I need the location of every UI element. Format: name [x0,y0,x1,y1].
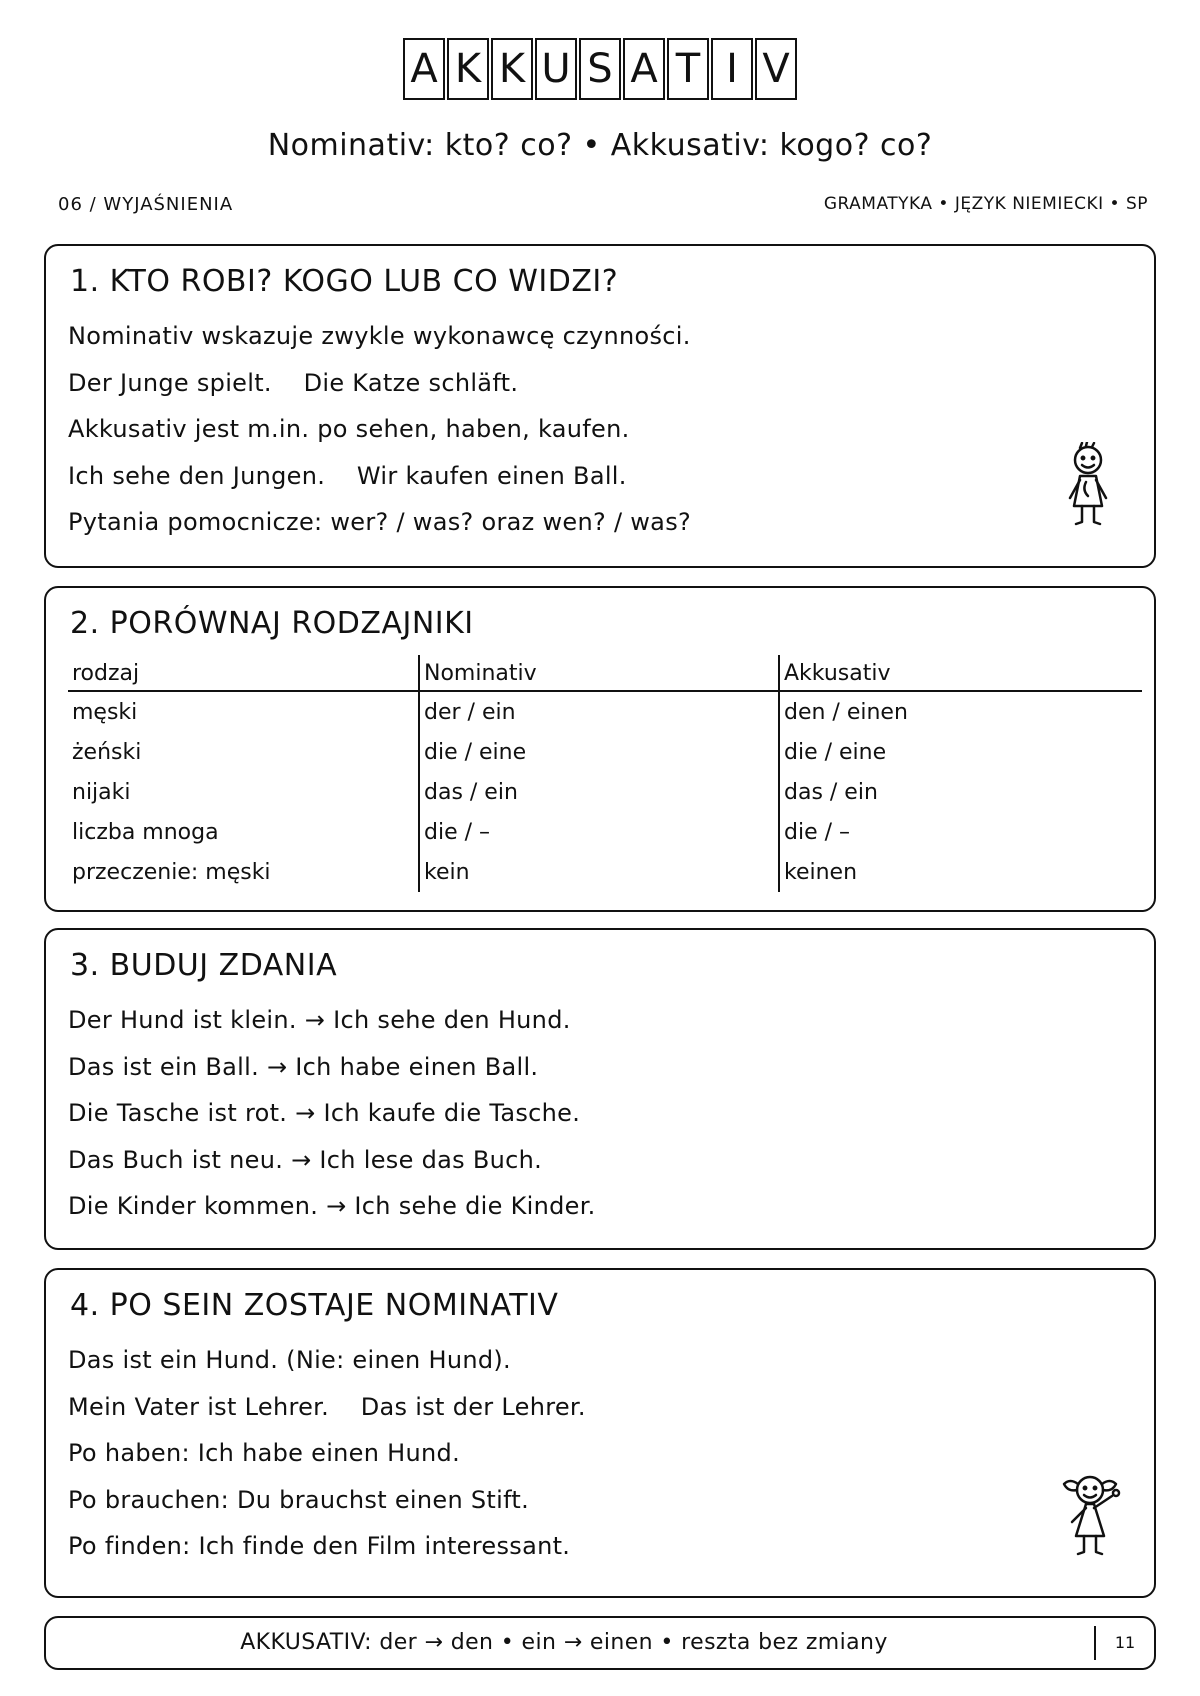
title-letter: I [711,38,753,100]
text-line: Der Junge spielt. Die Katze schläft. [68,368,519,397]
table-cell: liczba mnoga [72,820,219,845]
text-line: Po finden: Ich finde den Film interessant. [68,1532,571,1560]
title-letter: A [403,38,445,100]
text-line: Die Tasche ist rot. → Ich kaufe die Tasche. [68,1099,581,1127]
table-header-row [68,655,1142,691]
title-letter: K [447,38,489,100]
section-title: 2. PORÓWNAJ RODZAJNIKI [70,606,474,641]
table-cell: die / – [419,812,779,852]
text-line: Das ist ein Ball. → Ich habe einen Ball. [68,1052,539,1081]
text-line: Das ist ein Hund. (Nie: einen Hund). [68,1346,511,1374]
text-line: Mein Vater ist Lehrer. Das ist der Lehrer. [68,1392,586,1421]
title-letter: K [491,38,533,100]
table-row [68,772,1142,812]
title-letter: U [535,38,577,100]
table-cell: der / ein [419,691,779,732]
subject-label: GRAMATYKA • JĘZYK NIEMIECKI • SP [823,194,1148,214]
text-line: Die Kinder kommen. → Ich sehe die Kinder. [68,1192,596,1220]
table-row [68,852,1142,892]
table-cell: kein [419,852,779,892]
articles-table [68,655,1142,892]
footer-divider [1094,1626,1096,1660]
section-title: 3. BUDUJ ZDANIA [70,948,338,983]
table-row [68,812,1142,852]
footer-summary: AKKUSATIV: der → den • ein → einen • reszta bez zmiany [240,1630,888,1655]
table-cell: das / ein [419,772,779,812]
section-4-card [44,1268,1156,1598]
page-title [0,38,1200,100]
text-line: Po brauchen: Du brauchst einen Stift. [68,1485,530,1514]
title-letter: V [755,38,797,100]
worksheet-number: 06 / WYJAŚNIENIA [58,194,234,215]
table-cell: die / eine [779,732,1142,772]
title-letter: A [623,38,665,100]
text-line: Der Hund ist klein. → Ich sehe den Hund. [68,1006,571,1034]
boy-figure-icon [1060,442,1116,536]
table-cell: die / eine [419,732,779,772]
text-line: Ich sehe den Jungen. Wir kaufen einen Ball. [68,461,627,490]
column-header: rodzaj [68,655,419,691]
text-line: Das Buch ist neu. → Ich lese das Buch. [68,1145,543,1174]
text-line: Po haben: Ich habe einen Hund. [68,1439,461,1467]
text-line: Akkusativ jest m.in. po sehen, haben, kaufen. [68,415,630,443]
column-header: Nominativ [419,655,779,691]
section-1-card [44,244,1156,568]
table-cell: męski [72,700,138,725]
section-3-card [44,928,1156,1250]
table-cell: das / ein [779,772,1142,812]
text-line: Nominativ wskazuje zwykle wykonawcę czynności. [68,322,691,350]
table-row [68,732,1142,772]
section-title: 1. KTO ROBI? KOGO LUB CO WIDZI? [70,264,619,299]
footer-bar [44,1616,1156,1670]
subtitle: Nominativ: kto? co? • Akkusativ: kogo? co? [267,128,933,163]
text-line: Pytania pomocnicze: wer? / was? oraz wen? / was? [68,508,692,536]
table-cell: przeczenie: męski [72,860,271,885]
column-header: Akkusativ [779,655,1142,691]
table-cell: nijaki [72,780,131,805]
section-2-card [44,586,1156,912]
table-cell: żeński [72,740,142,765]
table-cell: keinen [779,852,1142,892]
page-number: 11 [1114,1633,1136,1652]
table-row [68,691,1142,732]
girl-figure-icon [1056,1470,1130,1560]
table-cell: den / einen [779,691,1142,732]
title-letter: S [579,38,621,100]
title-letter: T [667,38,709,100]
table-cell: die / – [779,812,1142,852]
section-title: 4. PO SEIN ZOSTAJE NOMINATIV [70,1288,559,1323]
